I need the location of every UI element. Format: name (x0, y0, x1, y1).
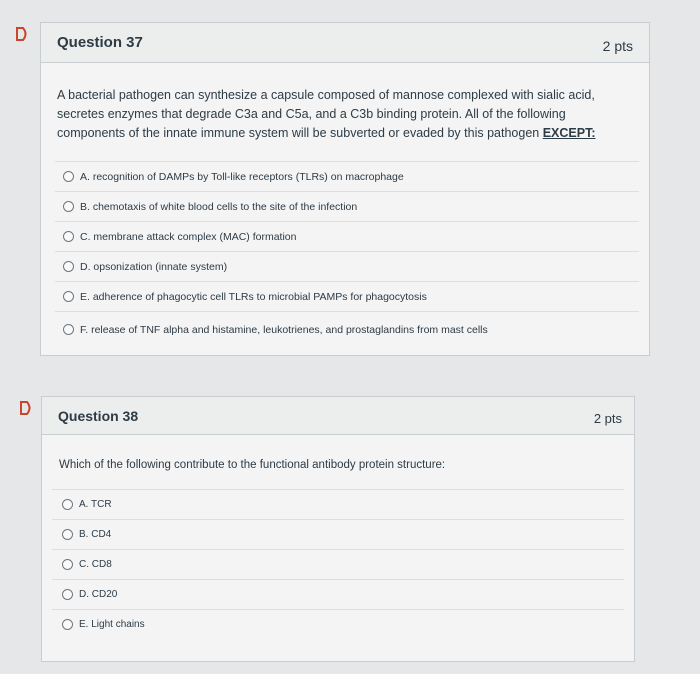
answer-label: D. CD20 (79, 589, 118, 600)
answer-label: E. adherence of phagocytic cell TLRs to microbial PAMPs for phagocytosis (80, 290, 427, 303)
radio-button[interactable] (63, 171, 74, 182)
answer-option[interactable] (55, 281, 639, 311)
answer-list (52, 489, 624, 639)
answer-label: A. recognition of DAMPs by Toll-like receptors (TLRs) on macrophage (80, 170, 404, 183)
radio-button[interactable] (62, 559, 73, 570)
question-emphasis: EXCEPT: (542, 126, 596, 140)
answer-label: D. opsonization (innate system) (80, 260, 228, 273)
answer-option[interactable] (55, 311, 639, 347)
answer-label: C. membrane attack complex (MAC) formation (80, 230, 297, 243)
answer-option[interactable] (52, 579, 624, 609)
answer-option[interactable] (52, 609, 624, 639)
answer-list (55, 161, 639, 347)
flag-question-icon[interactable] (14, 26, 30, 42)
answer-label: C. CD8 (79, 559, 112, 570)
radio-button[interactable] (62, 529, 73, 540)
question-header (42, 397, 634, 435)
question-title: Question 38 (58, 407, 139, 424)
flag-question-icon[interactable] (18, 400, 34, 416)
radio-button[interactable] (63, 291, 74, 302)
radio-button[interactable] (62, 619, 73, 630)
answer-option[interactable] (55, 191, 639, 221)
radio-button[interactable] (63, 261, 74, 272)
radio-button[interactable] (63, 201, 74, 212)
answer-option[interactable] (52, 549, 624, 579)
question-text: A bacterial pathogen can synthesize a capsule composed of mannose complexed with sialic acid, secretes enzymes that degrade C3a and C5a, and a C3b binding protein. All of the following components of the innate immune system will be subverted or evaded by this pathogen EXCEPT: (57, 88, 596, 140)
radio-button[interactable] (63, 324, 74, 335)
answer-option[interactable] (55, 251, 639, 281)
radio-button[interactable] (62, 499, 73, 510)
answer-label: F. release of TNF alpha and histamine, leukotrienes, and prostaglandins from mast cells (80, 323, 488, 336)
question-header (41, 23, 649, 63)
answer-option[interactable] (52, 489, 624, 519)
question-text: Which of the following contribute to the functional antibody protein structure: (59, 459, 446, 471)
question-card (41, 396, 635, 662)
radio-button[interactable] (62, 589, 73, 600)
question-card (40, 22, 650, 356)
question-points: 2 pts (602, 37, 633, 54)
answer-option[interactable] (55, 221, 639, 251)
answer-label: A. TCR (79, 499, 112, 510)
answer-option[interactable] (52, 519, 624, 549)
answer-label: B. CD4 (79, 529, 112, 540)
radio-button[interactable] (63, 231, 74, 242)
answer-label: E. Light chains (79, 619, 145, 630)
answer-option[interactable] (55, 161, 639, 191)
answer-label: B. chemotaxis of white blood cells to the site of the infection (80, 200, 358, 213)
question-title: Question 37 (57, 34, 143, 51)
question-points: 2 pts (593, 411, 622, 426)
